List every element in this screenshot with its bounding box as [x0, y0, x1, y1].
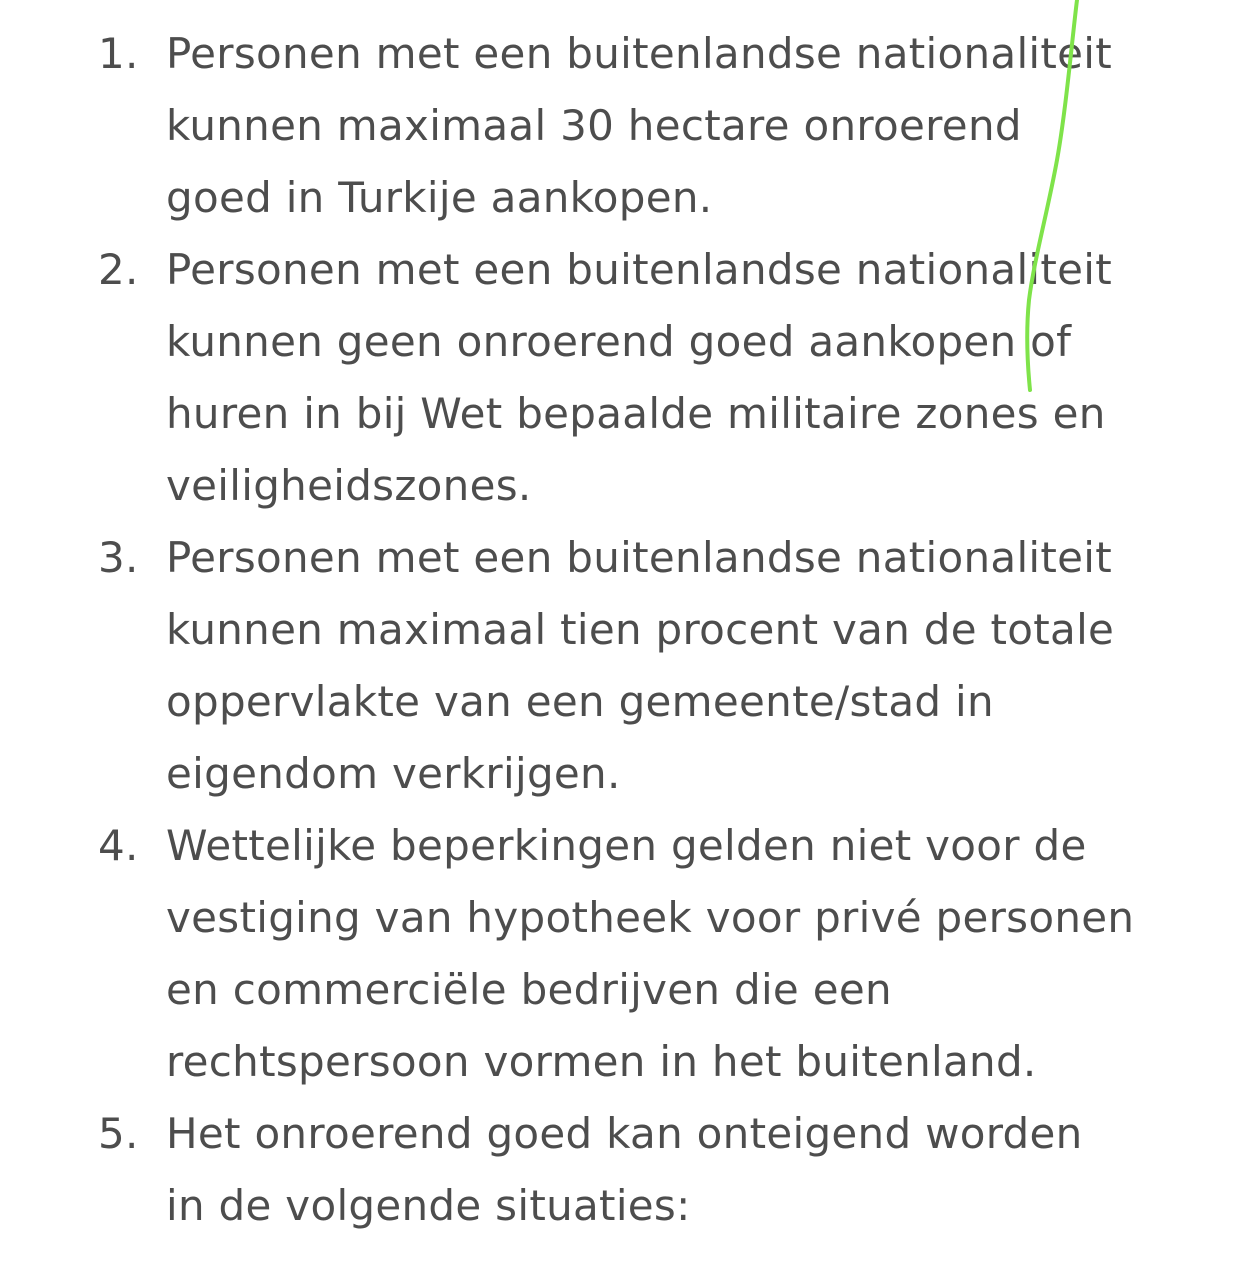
- list-item-text-line: kunnen geen onroerend goed aankopen of: [166, 317, 1072, 366]
- list-item-number: 2.: [98, 245, 139, 294]
- list-item-1: [0, 18, 1166, 234]
- numbered-rules-list: [0, 18, 1166, 1242]
- list-item-text-line: huren in bij Wet bepaalde militaire zones en: [166, 389, 1106, 438]
- list-item-3: [0, 522, 1166, 810]
- list-item-text-line: Het onroerend goed kan onteigend worden: [166, 1109, 1083, 1158]
- list-item-number: 1.: [98, 29, 139, 78]
- list-item-4: [0, 810, 1166, 1098]
- list-item-text-line: vestiging van hypotheek voor privé personen: [166, 893, 1135, 942]
- list-item-text-line: rechtspersoon vormen in het buitenland.: [166, 1037, 1037, 1086]
- list-item-text-line: veiligheidszones.: [166, 461, 532, 510]
- list-item-number: 3.: [98, 533, 139, 582]
- list-item-text-line: kunnen maximaal 30 hectare onroerend: [166, 101, 1022, 150]
- list-item-5: [0, 1098, 1166, 1242]
- list-item-text-line: kunnen maximaal tien procent van de totale: [166, 605, 1115, 654]
- list-item-text-line: en commerciële bedrijven die een: [166, 965, 892, 1014]
- list-item-2: [0, 234, 1166, 522]
- list-item-text-line: Personen met een buitenlandse nationaliteit: [166, 245, 1113, 294]
- list-item-text-line: Wettelijke beperkingen gelden niet voor de: [166, 821, 1087, 870]
- list-item-text-line: goed in Turkije aankopen.: [166, 173, 713, 222]
- list-item-number: 5.: [98, 1109, 139, 1158]
- list-item-number: 4.: [98, 821, 139, 870]
- list-item-text-line: Personen met een buitenlandse nationaliteit: [166, 533, 1113, 582]
- list-item-text-line: in de volgende situaties:: [166, 1181, 691, 1230]
- list-item-text-line: Personen met een buitenlandse nationaliteit: [166, 29, 1113, 78]
- list-item-text-line: oppervlakte van een gemeente/stad in: [166, 677, 994, 726]
- list-item-text-line: eigendom verkrijgen.: [166, 749, 621, 798]
